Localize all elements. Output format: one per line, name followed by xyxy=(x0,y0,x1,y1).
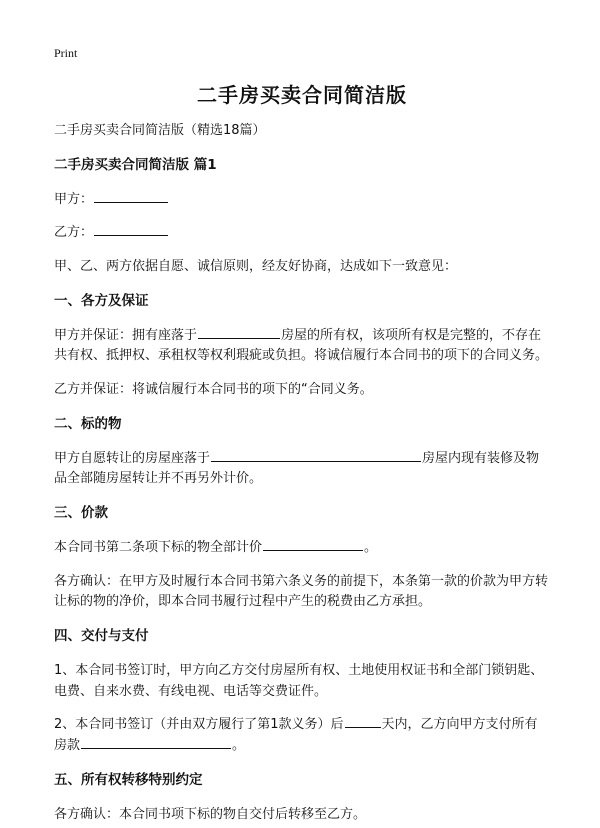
section-3-paragraph-2: 各方确认：在甲方及时履行本合同书第六条义务的前提下，本条第一款的价款为甲方转让标的物的净价，即本合同书履行过程中产生的税费由乙方承担。 xyxy=(54,573,549,610)
s3-p1-text-a: 本合同书第二条项下标的物全部计价 xyxy=(54,539,263,555)
section-1-paragraph-1 xyxy=(54,326,550,368)
section-2-heading: 二、标的物 xyxy=(54,415,122,432)
party-a-line xyxy=(54,190,550,211)
section-5-paragraph-1: 各方确认：本合同书项下标的物自交付后转移至乙方。 xyxy=(54,806,367,822)
party-b-line xyxy=(54,223,550,244)
section-4-heading: 四、交付与支付 xyxy=(54,628,149,645)
party-b-label: 乙方： xyxy=(54,225,94,241)
s2-p1-text-a: 甲方自愿转让的房屋座落于 xyxy=(54,450,211,466)
s1-p1-text-a: 甲方并保证：拥有座落于 xyxy=(54,327,198,343)
section-2-paragraph-1 xyxy=(54,449,550,491)
section-4-paragraph-1: 1、本合同书签订时，甲方向乙方交付房屋所有权、土地使用权证书和全部门锁钥匙、电费、自来水费、有线电视、电话等交费证件。 xyxy=(54,662,544,699)
section-title: 二手房买卖合同简洁版 篇1 xyxy=(54,156,217,173)
section-4-paragraph-2 xyxy=(54,715,550,757)
section-5-heading: 五、所有权转移特别约定 xyxy=(54,771,203,788)
s1-p1-text-b: 房屋的所有权，该项所有权是完整的，不存在共有权、抵押权、承租权等权利瑕疵或负担。将诚信履行本合同书的项下的合同义务。 xyxy=(54,327,549,364)
house-location-blank xyxy=(211,460,421,462)
party-a-label: 甲方： xyxy=(54,191,94,207)
section-3-heading: 三、价款 xyxy=(54,505,108,522)
s4-p2-text-c: 。 xyxy=(232,738,246,754)
price-blank xyxy=(263,549,363,551)
s3-p1-text-b: 。 xyxy=(364,539,378,555)
s4-p2-text-a: 2、本合同书签订（并由双方履行了第1款义务）后 xyxy=(54,717,344,733)
party-a-blank xyxy=(94,201,168,203)
section-1-heading: 一、各方及保证 xyxy=(54,292,149,309)
section-1-paragraph-2: 乙方并保证：将诚信履行本合同书的项下的“合同义务。 xyxy=(54,382,373,398)
section-3-paragraph-1 xyxy=(54,538,550,559)
s2-p1-text-b: 房屋内现有装修及物品全部随房屋转让并不再另外计价。 xyxy=(54,450,540,487)
s4-p2-text-b: 天内，乙方向甲方支付所有房款 xyxy=(54,717,538,754)
print-label[interactable]: Print xyxy=(54,46,78,60)
payment-blank xyxy=(81,747,231,749)
days-blank xyxy=(345,726,381,728)
party-b-blank xyxy=(94,234,168,236)
page-title: 二手房买卖合同简洁版 xyxy=(197,83,407,108)
subtitle: 二手房买卖合同简洁版（精选18篇） xyxy=(54,123,266,139)
intro-paragraph: 甲、乙、两方依据自愿、诚信原则，经友好协商，达成如下一致意见： xyxy=(54,259,458,275)
location-blank xyxy=(198,337,280,339)
